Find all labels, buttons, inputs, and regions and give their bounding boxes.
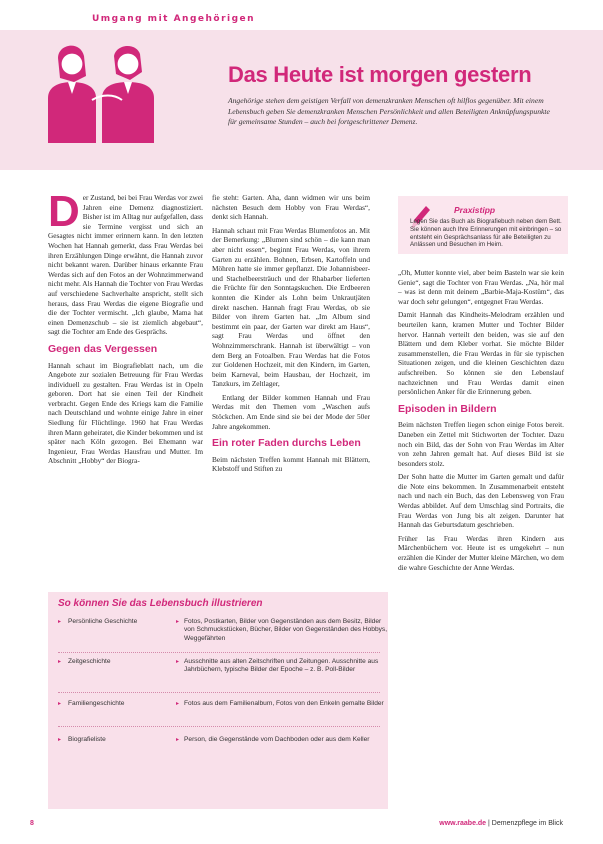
box-title: So können Sie das Lebensbuch illustrieren	[58, 598, 263, 609]
subheading: Ein roter Faden durchs Leben	[212, 437, 361, 450]
divider	[58, 726, 380, 727]
subheading: Episoden in Bildern	[398, 402, 497, 415]
subheading: Gegen das Vergessen	[48, 342, 158, 355]
box-row-key: ▸ Zeitgeschichte	[58, 658, 178, 666]
box-row-key: ▸ Familiengeschichte	[58, 700, 178, 708]
section-label: Umgang mit Angehörigen	[92, 14, 256, 24]
article-paragraph: fie steht: Garten. Aha, dann widmen wir uns beim nächsten Besuch dem Hobby von Frau Werdas“, denkt sich Hannah.	[212, 193, 370, 222]
intro-text: Angehörige stehen dem geistigen Verfall von demenzkranken Menschen oft hilflos gegenüber. Mit einem Lebensbuch geben Sie demenzkranken Menschen Persönlichkeit und allen Beteiligten Anknüpfungspunkte für gemeinsame Stunden – auch bei fortgeschrittener Demenz.	[228, 96, 550, 126]
two-women-illustration-icon	[18, 38, 208, 143]
article-paragraph	[48, 187, 203, 337]
box-row-value: ▸ Ausschnitte aus alten Zeitschriften und Zeitungen. Ausschnitte aus Jahrbüchern, typische Bilder der Epoche – z. B. Poll-Bilder	[176, 658, 388, 675]
box-row-value: ▸ Fotos, Postkarten, Bilder von Gegenständen aus dem Besitz, Bilder von Schmuckstücken, Bücher, Bilder von Gegenständen des Hobbys, Weggefährten	[176, 618, 388, 643]
box-row-key: ▸ Persönliche Geschichte	[58, 618, 178, 626]
footer-section: | Demenzpflege im Blick	[488, 820, 563, 827]
article-paragraph: Damit Hannah das Kindheits-Melodram erzählen und beurteilen kann, kramen Mutter und Tochter Bilder hervor. Hannah verteilt den beiden, was sie auf den Blättern und dem Kleber vorhat. Sie möchte Bilder zusammenstellen, die Frau Werdas in für sie typischen Situationen zeigen, und die kleinen Geschichten dazu aufschreiben. So können sie den Lebenslauf nachzeichnen und Frau Werdas damit einen persönlichen Anker für die Erinnerung geben.	[398, 310, 564, 397]
article-paragraph: Hannah schaut mit Frau Werdas Blumenfotos an. Mit der Bemerkung: „Blumen sind schön – die kann man aber nicht essen“, beginnt Frau Werdas, von ihrem Garten zu erzählen. Bohnen, Erbsen, Kartoffeln und Möhren hatte sie immer gepflanzt. Die Johannisbeer- und Stachelbeersträuch und der Rhabarber lieferten die Früchte für den Sonntagskuchen. Die Erdbeeren konnten die Kinder als Lohn beim Unkrautjäten direkt naschen. Hannah fragt Frau Werdas, ob sie Bilder von ihrem Garten hat. „Im Album sind bestimmt ein paar, der Garten war direkt am Haus“, sagt Frau Werdas und öffnet den Wohnzimmerschrank. Hannah ist überwältigt – von dem Berg an Fotoalben. Frau Werdas hat die Fotos zur Goldenen Hochzeit, mit den Kindern, im Garten, beim Karneval, beim Hausbau, der Hochzeit, im Tanzkurs, im Zeltlager,	[212, 225, 370, 389]
paragraph-text: er Zustand, bei bei Frau Werdas vor zwei Jahren eine Demenz diagnostiziert. Bisher ist im Alltag nur aufgefallen, dass sie Termine vergisst und sich an Gesagtes nicht immer erinnern kann. In den letzten Wochen hat Hannah gemerkt, dass Frau Werdas bei ihren Erzählungen Dinge erwähnt, die Hannah zuvor nicht bekannt waren. Darüber hinaus erkannte Frau Werdas sich auf den Fotos an der Wohnzimmerwand nicht mehr. Als Hannah die Tochter von Frau Werdas auf verschiedene Sachverhalte anspricht, stellt sich heraus, dass Frau Werdas die eigene Biografie und die der Tochter vermischt. „Ich glaube, Mama hat einen Demenzschub – sie ist ziemlich abgebaut“, sagt die Tochter am Ende des Gesprächs.	[48, 193, 203, 337]
page-number: 8	[30, 820, 34, 827]
box-row-value: ▸ Person, die Gegenstände vom Dachboden oder aus dem Keller	[176, 736, 388, 744]
tip-text: Legen Sie das Buch als Biografiebuch neben dem Bett. Sie können auch Ihre Erinnerungen mit einbringen – so entsteht ein Gesprächsanlass für alle Beteiligten zu Anlässen und Besuchen im Heim.	[410, 218, 562, 249]
tip-title: Praxistipp	[454, 205, 496, 215]
article-column-3	[398, 268, 564, 576]
drop-cap: D	[48, 187, 80, 236]
article-paragraph: Entlang der Bilder kommen Hannah und Frau Werdas mit den Themen vom „Waschen aufs Stöckchen. Am Ende sind sie bei der Mode der 50er Jahre angekommen.	[212, 392, 370, 431]
article-paragraph: Der Sohn hatte die Mutter im Garten gemalt und dafür die Note eins bekommen. In Zusammenarbeit entsteht nach und nach ein Buch, das den Lebensweg von Frau Werdas abbildet. Auf dem Umschlag sind Portraits, die Frau Werdas von Jung bis alt zeigen. Darunter hat Hannah das Geburtsdatum geschrieben.	[398, 472, 564, 530]
box-row-value: ▸ Fotos aus dem Familienalbum, Fotos von den Enkeln gemalte Bilder	[176, 700, 388, 708]
article-paragraph: Beim nächsten Treffen liegen schon einige Fotos bereit. Daneben ein Zettel mit Stichworten der Tochter. Dazu noch ein Bild, das der Sohn von Frau Werdas im Alter von zehn Jahren gemalt hat. Auf dieses Bild ist sie besonders stolz.	[398, 420, 564, 468]
article-paragraph: Beim nächsten Treffen kommt Hannah mit Blättern, Klebstoff und Stiften zu	[212, 454, 370, 474]
article-column-2	[212, 193, 370, 478]
article-paragraph: Früher las Frau Werdas ihren Kindern aus Märchenbüchern vor. Heute ist es umgekehrt – nun erzählen die Kinder der Mutter kleine Märchen, wo dem die wahre Geschichte der Anne Werdas.	[398, 533, 564, 572]
article-column-1	[48, 187, 203, 470]
footer-credit	[439, 820, 563, 827]
page-title: Das Heute ist morgen gestern	[228, 62, 532, 87]
article-paragraph: „Oh, Mutter konnte viel, aber beim Basteln war sie kein Genie“, sagt die Tochter von Frau Werdas. „Na, hör mal – was ist denn mit deinem „Barbie-Maja-Kostüm“, das war doch sehr gelungen“, entgegnet Frau Werdas.	[398, 268, 564, 306]
divider	[58, 692, 380, 693]
footer-url[interactable]: www.raabe.de	[439, 820, 487, 827]
box-row-key: ▸ Biografieliste	[58, 736, 178, 744]
article-paragraph: Hannah schaut im Biografieblatt nach, um die Angebote zur sozialen Betreuung für Frau Werdas individuell zu gestalten. Frau Werdas ist in Opeln geboren. Dort hat sie einen Teil der Kindheit verbracht. Gegen Ende des Kriegs kam die Familie nach Deutschland und wohnte einige Jahre in einer Siedlung für Flüchtlinge. 1960 hat Frau Werdas ihren Mann geheiratet, die Kinder bekommen und ist später nach Köln gezogen. Bei Ehemann war Ingenieur, Frau Werdas Hausfrau und Mutter. Im Abschnitt „Hobby“ der Biogra-	[48, 360, 203, 466]
divider	[58, 652, 380, 653]
